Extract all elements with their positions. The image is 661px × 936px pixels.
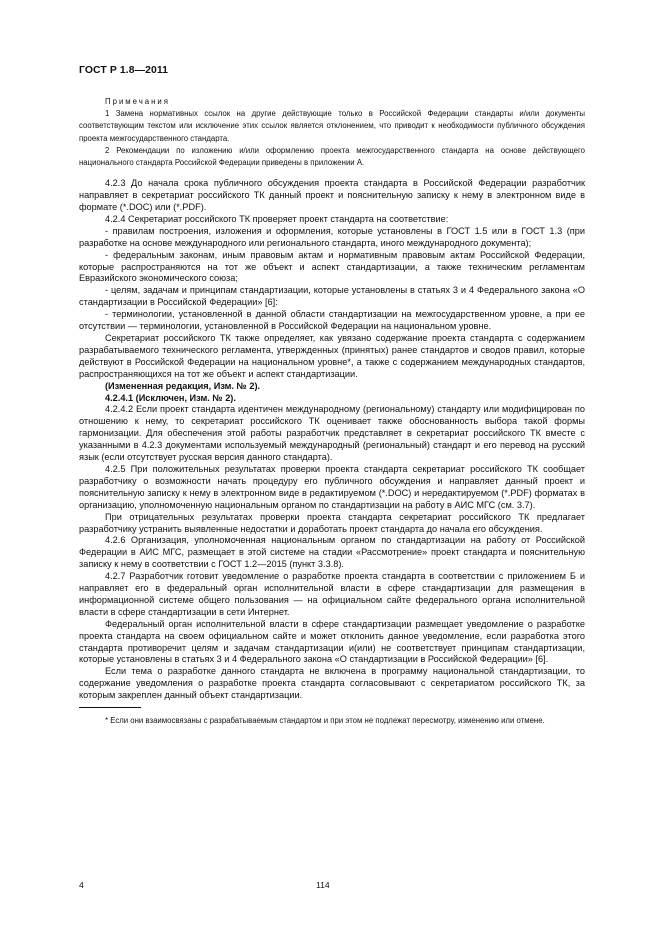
paragraph: 4.2.7 Разработчик готовит уведомление о разработке проекта стандарта в соответствии с приложением Б и направляет его в федеральный орган исполнительной власти в сфере стандартизации для размещения в информационной системе общего пользования — на официальном сайте федерального органа исполнительной власти в сфере стандартизации в сети Интернет. (79, 571, 585, 617)
notes-title: Примечания (105, 97, 171, 106)
page-content (79, 96, 585, 727)
paragraph: При отрицательных результатах проверки проекта стандарта секретариат российского ТК предлагает разработчику устранить выявленные недостатки и доработать проект стандарта до начала его обсуждения. (79, 511, 585, 534)
paragraph: 4.2.5 При положительных результатах проверки проекта стандарта секретариат российского ТК сообщает разработчику о возможности начать процедуру его публичного обсуждения и направляет данный проект и пояснительную записку к нему в электронном виде в редактируемом (*.DOC) и нередактируемом (*.PDF) форматах в организацию, уполномоченную национальным органом по стандартизации на работу в АИС МГС (см. 3.7). (79, 463, 585, 510)
paragraph: Если тема о разработке данного стандарта не включена в программу национальной стандартизации, то содержание уведомления о разработке проекта стандарта согласовывают с секретариатом российского ТК, за которым закреплен данный объект стандартизации. (79, 666, 585, 701)
footnote (79, 715, 585, 727)
page-number: 4 (79, 880, 84, 890)
footnote-divider (79, 707, 141, 708)
paragraph: 4.2.4.2 Если проект стандарта идентичен международному (региональному) стандарту или модифицирован по отношению к нему, то секретариат российского ТК оценивает также обоснованность выбора такой формы гармонизации. Для обеспечения этой работы разработчик представляет в секретариат российского ТК вместе с указанными в 4.2.3 документами используемый международный (региональный) стандарт и его перевод на русский язык (если отсутствует русская версия данного стандарта). (79, 404, 585, 463)
notes-block (79, 96, 585, 169)
note-item: 1 Замена нормативных ссылок на другие действующие только в Российской Федерации стандарты и/или документы соответствующим текстом или исключение этих ссылок является отклонением, что приводит к необходимости публичного обсуждения проекта межгосударственного стандарта. (79, 109, 585, 143)
paragraph: 4.2.4 Секретариат российского ТК проверяет проект стандарта на соответствие: (105, 213, 449, 224)
list-item: - терминологии, установленной в данной области стандартизации на межгосударственном уровне, а при ее отсутствии — терминологии, установленной в Российской Федерации на национальном уровне. (79, 309, 585, 332)
document-header: ГОСТ Р 1.8—2011 (79, 65, 169, 76)
paragraph: Секретариат российского ТК также определяет, как увязано содержание проекта стандарта с содержанием разрабатываемого технического регламента, утвержденных (принятых) ранее стандартов и сводов правил, которые действуют в Российской Федерации на национальном уровне*, а также с содержанием международных стандартов, распространяющихся на тот же объект и аспект стандартизации. (79, 333, 585, 379)
paragraph: 4.2.6 Организация, уполномоченная национальным органом по стандартизации на работу от Российской Федерации в АИС МГС, размещает в этой системе на стадии «Рассмотрение» проект стандарта и пояснительную записку к нему в соответствии с ГОСТ 1.2—2015 (пункт 3.3.8). (79, 535, 585, 570)
body-text (79, 178, 585, 702)
paragraph: Федеральный орган исполнительной власти в сфере стандартизации размещает уведомление о разработке проекта стандарта на своем официальном сайте и может отклонить данное уведомление, если разработка этого стандарта противоречит целям и задачам стандартизации и(или) не соответствует принципам стандартизации, которые установлены в статьях 3 и 4 Федерального закона «О стандартизации в Российской Федерации» [6]. (79, 618, 585, 665)
paragraph: 4.2.3 До начала срока публичного обсуждения проекта стандарта в Российской Федерации разработчик направляет в секретариат российского ТК данный проект и пояснительную записку к нему в электронном виде в формате (*.DOC) или (*.PDF). (79, 178, 585, 213)
amendment-note: 4.2.4.1 (Исключен, Изм. № 2). (105, 392, 236, 403)
list-item: - федеральным законам, иным правовым актам и нормативным правовым актам Российской Федерации, которые распространяются на тот же объект и аспект стандартизации, а также техническим регламентам Евразийского экономического союза; (79, 249, 585, 284)
list-item: - целям, задачам и принципам стандартизации, которые установлены в статьях 3 и 4 Федерального закона «О стандартизации в Российской Федерации» [6]: (79, 285, 585, 308)
amendment-note: (Измененная редакция, Изм. № 2). (105, 380, 261, 391)
footnote-text: * Если они взаимосвязаны с разрабатываемым стандартом и при этом не подлежат пересмотру, изменению или отмене. (105, 716, 545, 726)
sheet-number: 114 (316, 880, 330, 890)
note-item: 2 Рекомендации по изложению и/или оформлению проекта межгосударственного стандарта на основе действующего национального стандарта Российской Федерации приведены в приложении А. (79, 145, 585, 168)
list-item: - правилам построения, изложения и оформления, которые установлены в ГОСТ 1.5 или в ГОСТ 1.3 (при разработке на основе международного или регионального стандарта, иного международного документа); (79, 225, 585, 248)
